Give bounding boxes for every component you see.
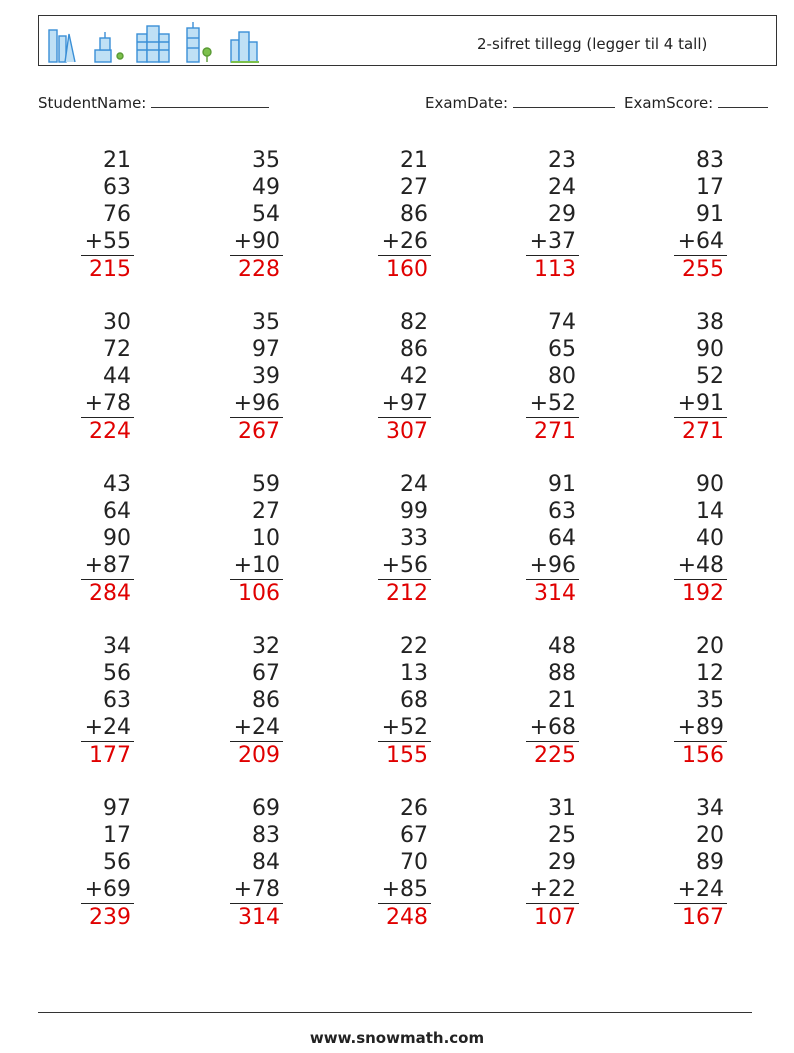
addend: 80 bbox=[548, 364, 576, 389]
problem-13 bbox=[328, 471, 428, 607]
addend: 31 bbox=[548, 796, 576, 821]
addend: +91 bbox=[677, 391, 724, 416]
addend: +22 bbox=[529, 877, 576, 902]
addend: 64 bbox=[548, 526, 576, 551]
addend: +96 bbox=[233, 391, 280, 416]
addend: 25 bbox=[548, 823, 576, 848]
answer: 177 bbox=[89, 743, 131, 768]
problem-20 bbox=[624, 633, 724, 769]
addend: 89 bbox=[696, 850, 724, 875]
addend: +64 bbox=[677, 229, 724, 254]
answer: 225 bbox=[534, 743, 576, 768]
addend: 99 bbox=[400, 499, 428, 524]
addend: 22 bbox=[400, 634, 428, 659]
addend: 20 bbox=[696, 823, 724, 848]
addend: +96 bbox=[529, 553, 576, 578]
problem-17 bbox=[180, 633, 280, 769]
addend: 56 bbox=[103, 661, 131, 686]
exam-score-blank[interactable] bbox=[718, 93, 768, 108]
exam-date-blank[interactable] bbox=[513, 93, 615, 108]
addend: 32 bbox=[252, 634, 280, 659]
addend: +55 bbox=[84, 229, 131, 254]
answer: 209 bbox=[238, 743, 280, 768]
addend: +56 bbox=[381, 553, 428, 578]
exam-date-label: ExamDate: bbox=[425, 94, 509, 112]
addend: 86 bbox=[252, 688, 280, 713]
addend: 88 bbox=[548, 661, 576, 686]
addend: 34 bbox=[103, 634, 131, 659]
answer: 155 bbox=[386, 743, 428, 768]
addend: +69 bbox=[84, 877, 131, 902]
problem-9 bbox=[476, 309, 576, 445]
addend: 17 bbox=[103, 823, 131, 848]
addend: 12 bbox=[696, 661, 724, 686]
addend: +24 bbox=[677, 877, 724, 902]
addend: 64 bbox=[103, 499, 131, 524]
worksheet-title: 2-sifret tillegg (legger til 4 tall) bbox=[477, 35, 708, 53]
addend: 83 bbox=[696, 148, 724, 173]
answer: 307 bbox=[386, 419, 428, 444]
problem-5 bbox=[624, 147, 724, 283]
problem-22 bbox=[180, 795, 280, 931]
problem-2 bbox=[180, 147, 280, 283]
addend: 13 bbox=[400, 661, 428, 686]
addend: 74 bbox=[548, 310, 576, 335]
answer: 212 bbox=[386, 581, 428, 606]
addend: 20 bbox=[696, 634, 724, 659]
addend: 83 bbox=[252, 823, 280, 848]
addend: 26 bbox=[400, 796, 428, 821]
addend: 63 bbox=[103, 175, 131, 200]
addend: 21 bbox=[548, 688, 576, 713]
answer: 314 bbox=[534, 581, 576, 606]
addend: 97 bbox=[252, 337, 280, 362]
addend: 21 bbox=[400, 148, 428, 173]
addend: +24 bbox=[84, 715, 131, 740]
addend: 48 bbox=[548, 634, 576, 659]
addend: 24 bbox=[548, 175, 576, 200]
addend: +48 bbox=[677, 553, 724, 578]
student-name-blank[interactable] bbox=[151, 93, 269, 108]
addend: 24 bbox=[400, 472, 428, 497]
addend: +52 bbox=[529, 391, 576, 416]
addend: 21 bbox=[103, 148, 131, 173]
addend: +90 bbox=[233, 229, 280, 254]
addend: 17 bbox=[696, 175, 724, 200]
addend: 68 bbox=[400, 688, 428, 713]
addend: 30 bbox=[103, 310, 131, 335]
problem-3 bbox=[328, 147, 428, 283]
problem-21 bbox=[31, 795, 131, 931]
addend: 52 bbox=[696, 364, 724, 389]
problem-15 bbox=[624, 471, 724, 607]
student-name-label: StudentName: bbox=[38, 94, 147, 112]
addend: +89 bbox=[677, 715, 724, 740]
answer: 271 bbox=[534, 419, 576, 444]
addend: 44 bbox=[103, 364, 131, 389]
problem-10 bbox=[624, 309, 724, 445]
buildings-logo-icon bbox=[45, 20, 265, 64]
problem-11 bbox=[31, 471, 131, 607]
problem-18 bbox=[328, 633, 428, 769]
footer-site: www.snowmath.com bbox=[309, 1029, 485, 1047]
addend: 27 bbox=[252, 499, 280, 524]
problem-4 bbox=[476, 147, 576, 283]
answer: 167 bbox=[682, 905, 724, 930]
addend: 14 bbox=[696, 499, 724, 524]
addend: 34 bbox=[696, 796, 724, 821]
addend: +26 bbox=[381, 229, 428, 254]
answer: 271 bbox=[682, 419, 724, 444]
addend: 10 bbox=[252, 526, 280, 551]
problem-6 bbox=[31, 309, 131, 445]
addend: 35 bbox=[252, 148, 280, 173]
student-name-field bbox=[38, 93, 269, 112]
addend: 29 bbox=[548, 850, 576, 875]
addend: 42 bbox=[400, 364, 428, 389]
addend: +68 bbox=[529, 715, 576, 740]
worksheet-header bbox=[38, 15, 777, 66]
answer: 248 bbox=[386, 905, 428, 930]
answer: 239 bbox=[89, 905, 131, 930]
addend: 76 bbox=[103, 202, 131, 227]
addend: 40 bbox=[696, 526, 724, 551]
addend: +52 bbox=[381, 715, 428, 740]
addend: +10 bbox=[233, 553, 280, 578]
answer: 156 bbox=[682, 743, 724, 768]
problem-7 bbox=[180, 309, 280, 445]
addend: +97 bbox=[381, 391, 428, 416]
addend: 90 bbox=[696, 472, 724, 497]
answer: 160 bbox=[386, 257, 428, 282]
problem-23 bbox=[328, 795, 428, 931]
problem-25 bbox=[624, 795, 724, 931]
addend: 65 bbox=[548, 337, 576, 362]
addend: +78 bbox=[233, 877, 280, 902]
addend: +37 bbox=[529, 229, 576, 254]
addend: 54 bbox=[252, 202, 280, 227]
addend: 59 bbox=[252, 472, 280, 497]
answer: 255 bbox=[682, 257, 724, 282]
addend: 33 bbox=[400, 526, 428, 551]
addend: 27 bbox=[400, 175, 428, 200]
answer: 267 bbox=[238, 419, 280, 444]
addend: 72 bbox=[103, 337, 131, 362]
problem-8 bbox=[328, 309, 428, 445]
addend: 38 bbox=[696, 310, 724, 335]
problem-12 bbox=[180, 471, 280, 607]
addend: 97 bbox=[103, 796, 131, 821]
footer-divider bbox=[38, 1012, 752, 1013]
exam-score-label: ExamScore: bbox=[624, 94, 714, 112]
answer: 113 bbox=[534, 257, 576, 282]
addend: 63 bbox=[103, 688, 131, 713]
answer: 192 bbox=[682, 581, 724, 606]
problem-14 bbox=[476, 471, 576, 607]
addend: +78 bbox=[84, 391, 131, 416]
addend: 67 bbox=[400, 823, 428, 848]
addend: 63 bbox=[548, 499, 576, 524]
addend: 84 bbox=[252, 850, 280, 875]
exam-score-field bbox=[624, 93, 768, 112]
addend: 39 bbox=[252, 364, 280, 389]
exam-date-field bbox=[425, 93, 615, 112]
addend: 43 bbox=[103, 472, 131, 497]
addend: 35 bbox=[252, 310, 280, 335]
addend: 91 bbox=[548, 472, 576, 497]
addend: 82 bbox=[400, 310, 428, 335]
addend: 86 bbox=[400, 337, 428, 362]
addend: 29 bbox=[548, 202, 576, 227]
addend: 70 bbox=[400, 850, 428, 875]
addend: +24 bbox=[233, 715, 280, 740]
answer: 314 bbox=[238, 905, 280, 930]
addend: 69 bbox=[252, 796, 280, 821]
answer: 284 bbox=[89, 581, 131, 606]
addend: 67 bbox=[252, 661, 280, 686]
addend: +85 bbox=[381, 877, 428, 902]
addend: 23 bbox=[548, 148, 576, 173]
addend: 86 bbox=[400, 202, 428, 227]
answer: 107 bbox=[534, 905, 576, 930]
addend: 91 bbox=[696, 202, 724, 227]
addend: 90 bbox=[696, 337, 724, 362]
addend: 90 bbox=[103, 526, 131, 551]
addend: 56 bbox=[103, 850, 131, 875]
problem-16 bbox=[31, 633, 131, 769]
answer: 228 bbox=[238, 257, 280, 282]
addend: 49 bbox=[252, 175, 280, 200]
problem-24 bbox=[476, 795, 576, 931]
answer: 224 bbox=[89, 419, 131, 444]
problem-1 bbox=[31, 147, 131, 283]
problem-19 bbox=[476, 633, 576, 769]
answer: 106 bbox=[238, 581, 280, 606]
addend: 35 bbox=[696, 688, 724, 713]
answer: 215 bbox=[89, 257, 131, 282]
addend: +87 bbox=[84, 553, 131, 578]
